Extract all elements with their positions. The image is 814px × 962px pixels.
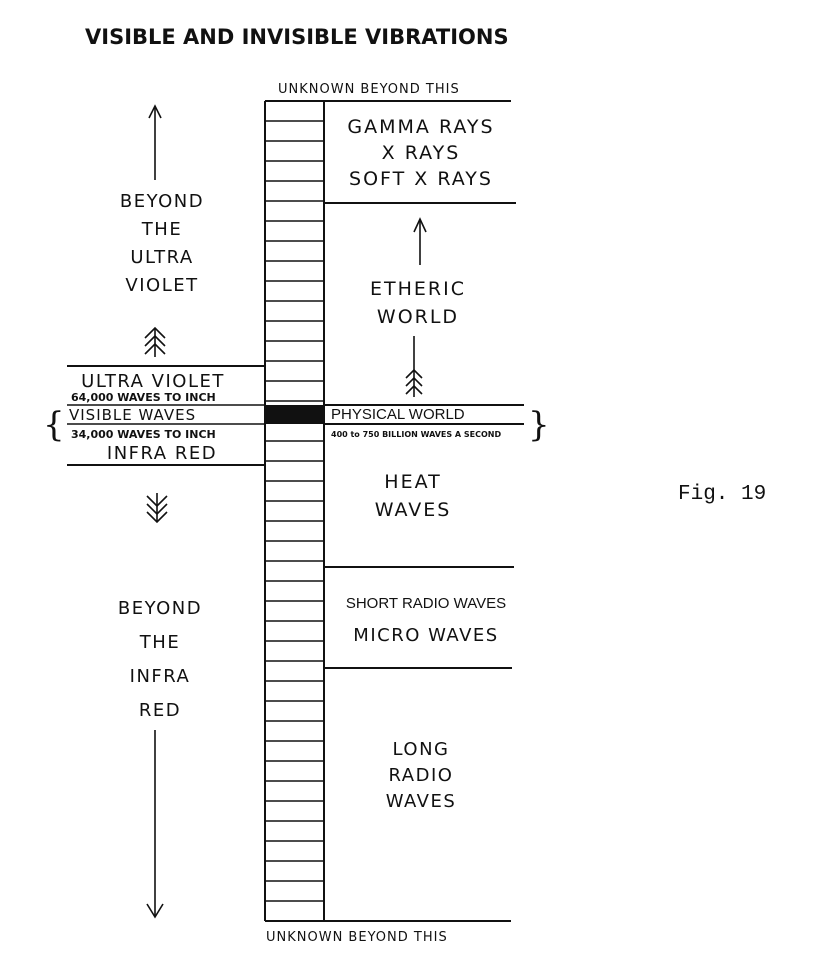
- label-long: LONG: [392, 739, 450, 760]
- label-gamma-rays: GAMMA RAYS: [347, 116, 495, 138]
- figure-label: Fig. 19: [678, 483, 767, 506]
- arrow-up-etheric-icon: [414, 219, 426, 265]
- top-limit-label: UNKNOWN BEYOND THIS: [278, 82, 460, 97]
- bottom-limit-label: UNKNOWN BEYOND THIS: [266, 930, 448, 945]
- label-short-radio: SHORT RADIO WAVES: [345, 595, 507, 612]
- label-physical-world: PHYSICAL WORLD: [331, 406, 465, 423]
- diagram-title: VISIBLE AND INVISIBLE VIBRATIONS: [85, 25, 509, 49]
- label-micro-waves: MICRO WAVES: [353, 625, 499, 646]
- label-beyond-uv-2: THE: [141, 219, 183, 240]
- label-world: WORLD: [376, 306, 460, 328]
- label-beyond-ir-1: BEYOND: [117, 598, 203, 619]
- label-etheric: ETHERIC: [370, 278, 466, 300]
- label-waves-heat: WAVES: [374, 499, 452, 521]
- chevron-down-infra-red-icon: [147, 493, 167, 522]
- arrow-up-ultra-violet-icon: [149, 106, 161, 180]
- label-beyond-ir-2: THE: [139, 632, 181, 653]
- label-x-rays: X RAYS: [381, 142, 461, 164]
- label-waves-long: WAVES: [385, 791, 457, 812]
- label-infra-red: INFRA RED: [106, 443, 218, 464]
- frequency-ladder: [265, 101, 324, 921]
- right-brace: }: [528, 405, 550, 445]
- label-physical-rate: 400 to 750 BILLION WAVES A SECOND: [331, 430, 502, 439]
- label-ir-rate: 34,000 WAVES TO INCH: [71, 428, 216, 441]
- label-uv-rate: 64,000 WAVES TO INCH: [71, 391, 216, 404]
- label-beyond-uv-1: BEYOND: [119, 191, 205, 212]
- left-brace: {: [43, 405, 65, 445]
- label-heat: HEAT: [384, 471, 442, 493]
- label-beyond-ir-4: RED: [138, 700, 182, 721]
- chevron-up-ultra-violet-icon: [145, 328, 165, 357]
- label-beyond-uv-3: ULTRA: [130, 247, 194, 268]
- chevron-up-physical-icon: [406, 336, 422, 397]
- label-visible-waves: VISIBLE WAVES: [69, 406, 197, 424]
- label-beyond-uv-4: VIOLET: [125, 275, 199, 296]
- visible-band-block: [265, 405, 324, 424]
- arrow-down-infra-red-icon: [147, 730, 163, 917]
- label-radio: RADIO: [388, 765, 454, 786]
- label-beyond-ir-3: INFRA: [129, 666, 191, 687]
- label-ultra-violet: ULTRA VIOLET: [81, 371, 225, 392]
- label-soft-x-rays: SOFT X RAYS: [349, 168, 493, 190]
- ladder-rungs: [265, 121, 324, 901]
